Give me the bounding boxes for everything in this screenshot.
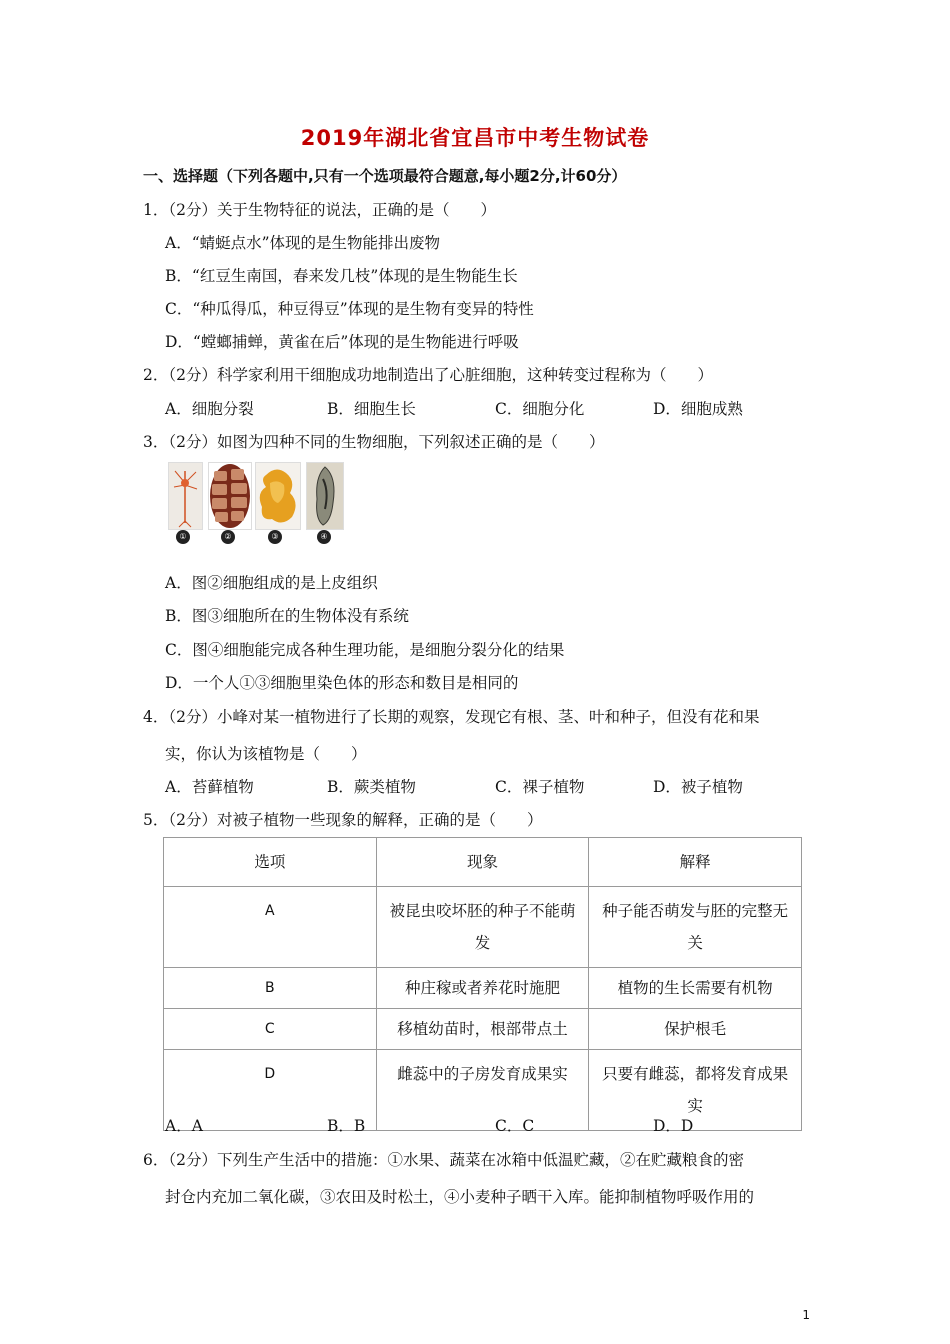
q6-line1: 6．（2分）下列生产生活中的措施：①水果、蔬菜在冰箱中低温贮藏，②在贮藏粮食的密 bbox=[143, 1151, 744, 1169]
q5-option-a: A．A bbox=[165, 1117, 203, 1135]
table-cell: 被昆虫咬坏胚的种子不能萌发 bbox=[376, 887, 589, 968]
q4-stem-line1: 4．（2分）小峰对某一植物进行了长期的观察，发现它有根、茎、叶和种子，但没有花和果 bbox=[143, 708, 760, 726]
q4-option-b: B．蕨类植物 bbox=[327, 778, 416, 796]
cell-figure-3-algae bbox=[255, 462, 301, 530]
figure-label-4: ④ bbox=[317, 530, 331, 544]
q4-option-d: D．被子植物 bbox=[653, 778, 743, 796]
q5-option-d: D．D bbox=[653, 1117, 694, 1135]
q4-stem-line2: 实，你认为该植物是（ ） bbox=[165, 745, 367, 763]
page-title: 2019年湖北省宜昌市中考生物试卷 bbox=[300, 126, 650, 150]
table-cell: 保护根毛 bbox=[589, 1009, 802, 1050]
q5-option-c: C．C bbox=[495, 1117, 535, 1135]
q1-option-a: A．“蜻蜓点水”体现的是生物能排出废物 bbox=[165, 234, 441, 252]
table-header-row bbox=[164, 838, 802, 887]
q3-option-d: D．一个人①③细胞里染色体的形态和数目是相同的 bbox=[165, 674, 519, 692]
section-heading: 一、选择题（下列各题中,只有一个选项最符合题意,每小题2分,计60分） bbox=[143, 167, 627, 185]
table-row bbox=[164, 968, 802, 1009]
figure-label-1: ① bbox=[176, 530, 190, 544]
q1-option-d: D．“螳螂捕蝉，黄雀在后”体现的是生物能进行呼吸 bbox=[165, 333, 519, 351]
q1-stem: 1．（2分）关于生物特征的说法，正确的是（ ） bbox=[143, 201, 496, 219]
table-row bbox=[164, 1009, 802, 1050]
table-header-cell: 选项 bbox=[164, 838, 377, 887]
figure-label-3: ③ bbox=[268, 530, 282, 544]
cell-figure-1-neuron bbox=[168, 462, 203, 530]
q4-option-c: C．裸子植物 bbox=[495, 778, 585, 796]
table-header-cell: 解释 bbox=[589, 838, 802, 887]
q2-option-a: A．细胞分裂 bbox=[165, 400, 254, 418]
table-cell: C bbox=[164, 1009, 377, 1050]
table-cell: D bbox=[164, 1050, 377, 1131]
page-number: 1 bbox=[802, 1308, 810, 1322]
q1-option-c: C．“种瓜得瓜，种豆得豆”体现的是生物有变异的特性 bbox=[165, 300, 534, 318]
q3-option-a: A．图②细胞组成的是上皮组织 bbox=[165, 574, 378, 592]
q2-option-d: D．细胞成熟 bbox=[653, 400, 743, 418]
q5-table bbox=[163, 837, 802, 1131]
table-cell: 种子能否萌发与胚的完整无关 bbox=[589, 887, 802, 968]
q1-option-b: B．“红豆生南国，春来发几枝”体现的是生物能生长 bbox=[165, 267, 518, 285]
table-row bbox=[164, 1050, 802, 1131]
table-cell: 移植幼苗时，根部带点土 bbox=[376, 1009, 589, 1050]
q6-line2: 封仓内充加二氧化碳，③农田及时松土，④小麦种子晒干入库。能抑制植物呼吸作用的 bbox=[165, 1188, 755, 1206]
q2-option-c: C．细胞分化 bbox=[495, 400, 585, 418]
q4-option-a: A．苔藓植物 bbox=[165, 778, 254, 796]
table-cell: 只要有雌蕊，都将发育成果实 bbox=[589, 1050, 802, 1131]
table-row bbox=[164, 887, 802, 968]
figure-label-2: ② bbox=[221, 530, 235, 544]
cell-figure-4-paramecium bbox=[306, 462, 344, 530]
q3-option-c: C．图④细胞能完成各种生理功能，是细胞分裂分化的结果 bbox=[165, 641, 565, 659]
q3-stem: 3．（2分）如图为四种不同的生物细胞，下列叙述正确的是（ ） bbox=[143, 433, 605, 451]
table-cell: A bbox=[164, 887, 377, 968]
q5-option-b: B．B bbox=[327, 1117, 366, 1135]
table-cell: 植物的生长需要有机物 bbox=[589, 968, 802, 1009]
table-header-cell: 现象 bbox=[376, 838, 589, 887]
table-cell: 种庄稼或者养花时施肥 bbox=[376, 968, 589, 1009]
q2-stem: 2．（2分）科学家利用干细胞成功地制造出了心脏细胞，这种转变过程称为（ ） bbox=[143, 366, 713, 384]
q3-option-b: B．图③细胞所在的生物体没有系统 bbox=[165, 607, 409, 625]
table-cell: B bbox=[164, 968, 377, 1009]
q5-stem: 5．（2分）对被子植物一些现象的解释，正确的是（ ） bbox=[143, 811, 543, 829]
q2-option-b: B．细胞生长 bbox=[327, 400, 416, 418]
table-cell: 雌蕊中的子房发育成果实 bbox=[376, 1050, 589, 1131]
cell-figure-2-epidermal bbox=[208, 462, 252, 530]
